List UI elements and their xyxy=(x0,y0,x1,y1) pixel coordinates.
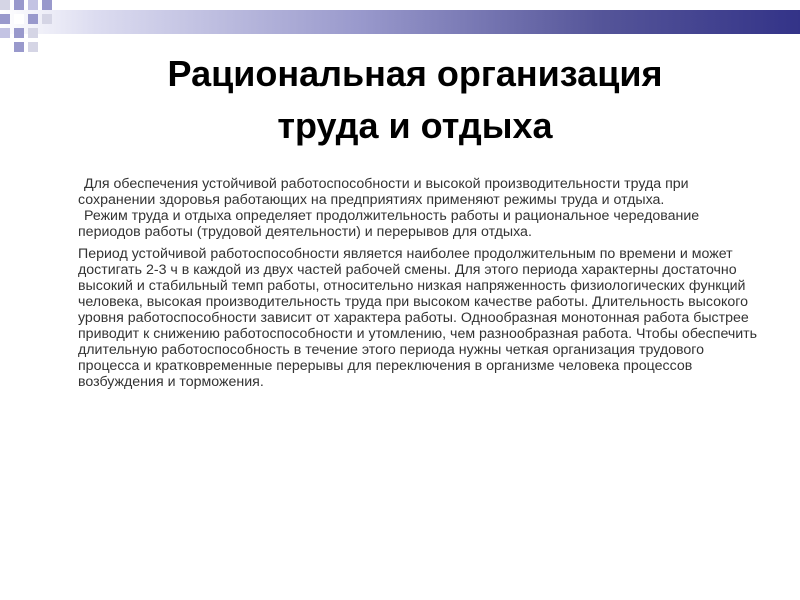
slide-title xyxy=(100,48,730,152)
paragraph-stable-period: Период устойчивой работоспособности является наиболее продолжительным по времени и может достигать 2-3 ч в каждой из двух частей рабочей смены. Для этого периода характерны достаточно высокий и стабильный темп работы, относительно низкая напряженность физиологических функций человека, высокая производительность труда при высоком качестве работы. Длительность высокого уровня работоспособности зависит от характера работы. Однообразная монотонная работа быстрее приводит к снижению работоспособности и утомлению, чем разнообразная работа. Чтобы обеспечить длительную работоспособность в течение этого периода нужны четкая организация трудового процесса и кратковременные перерывы для переключения в организме человека процессов возбуждения и торможения. xyxy=(78,246,758,390)
paragraph-intro: Для обеспечения устойчивой работоспособности и высокой производительности труда при сохранении здоровья работающих на предприятиях применяют режимы труда и отдыха. xyxy=(78,176,689,208)
paragraph-regime: Режим труда и отдыха определяет продолжительность работы и рациональное чередование периодов работы (трудовой деятельности) и перерывов для отдыха. xyxy=(78,208,700,240)
slide-title-line2: труда и отдыха xyxy=(277,105,553,146)
slide-title-line1: Рациональная организация xyxy=(167,53,663,94)
header-gradient-band xyxy=(0,10,800,34)
slide-body xyxy=(78,176,764,390)
